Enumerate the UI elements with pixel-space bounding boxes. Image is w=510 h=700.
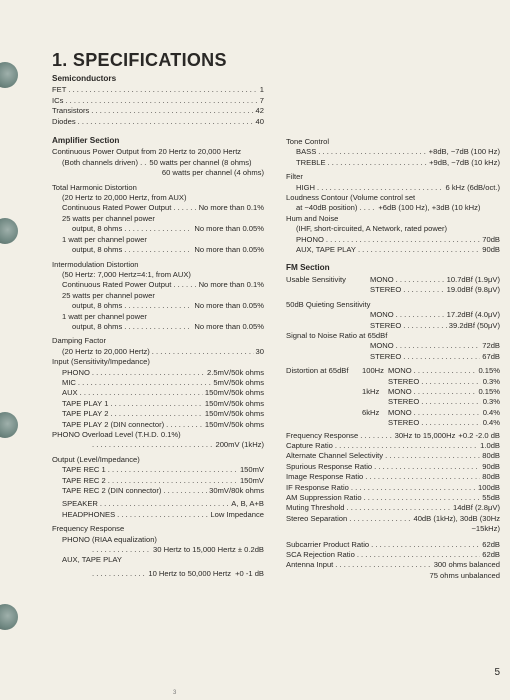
- footer-mark: 3: [173, 690, 177, 696]
- spec-row: STEREO . . . 19.0dBf (9.8μV): [286, 285, 500, 295]
- spec-row: BASS . . . +8dB, −7dB (100 Hz): [286, 147, 500, 157]
- binder-hole: [0, 412, 18, 438]
- spec-subheading: Input (Sensitivity/Impedance): [52, 357, 150, 367]
- spec-text: AUX, TAPE PLAY: [62, 555, 122, 565]
- spec-row: TAPE PLAY 2 (DIN connector) . . . 150mV/50k ohms: [52, 420, 264, 430]
- spec-row: STEREO . . . 67dB: [286, 352, 500, 362]
- spec-row: Continuous Rated Power Output . . . No more than 0.1%: [52, 203, 264, 213]
- spec-text: 25 watts per channel power: [62, 213, 155, 223]
- spec-row: Subcarrier Product Ratio . . . 62dB: [286, 540, 500, 550]
- right-column: [286, 137, 500, 581]
- spec-row: SCA Rejection Ratio . . . 62dB: [286, 550, 500, 560]
- spec-row: . . . 200mV (1kHz): [52, 440, 264, 450]
- spec-text: 25 watts per channel power: [62, 290, 155, 300]
- spec-row: AUX . . . 150mV/50k ohms: [52, 388, 264, 398]
- spec-row: TAPE REC 1 . . . 150mV: [52, 465, 264, 475]
- amplifier-heading: Amplifier Section: [52, 136, 120, 146]
- left-column: [52, 74, 264, 579]
- spec-row: TAPE REC 2 . . . 150mV: [52, 476, 264, 486]
- spec-row: Continuous Rated Power Output . . . No more than 0.1%: [52, 280, 264, 290]
- spec-row: Muting Threshold . . . 14dBf (2.8μV): [286, 503, 500, 513]
- spec-row: TAPE PLAY 1 . . . 150mV/50k ohms: [52, 399, 264, 409]
- spec-row: Diodes . . . 40: [52, 117, 264, 127]
- spec-row: at −40dB position) . . . . +6dB (100 Hz), +3dB (10 kHz): [296, 203, 481, 213]
- spec-row: Image Response Ratio . . . 80dB: [286, 472, 500, 482]
- semiconductors-heading: Semiconductors: [52, 74, 117, 83]
- spec-row: (20 Hertz to 20,000 Hertz) . . . 30: [52, 347, 264, 357]
- spec-row: STEREO . . . 0.3%: [286, 377, 500, 387]
- spec-row: Antenna Input . . . 300 ohms balanced: [286, 560, 500, 570]
- spec-subheading: Hum and Noise: [286, 213, 339, 223]
- spec-row: output, 8 ohms . . . No more than 0.05%: [52, 224, 264, 234]
- spec-row: Stereo Separation . . . 40dB (1kHz), 30dB (30Hz: [286, 514, 500, 524]
- binder-hole: [0, 62, 18, 88]
- spec-row: Transistors . . . 42: [52, 106, 264, 116]
- spec-subheading: Output (Level/Impedance): [52, 454, 140, 464]
- spec-row: Capture Ratio . . . 1.0dB: [286, 441, 500, 451]
- spec-text: PHONO (RIAA equalization): [62, 534, 157, 544]
- spec-row: TAPE REC 2 (DIN connector) . . . 30mV/80k ohms: [52, 486, 264, 496]
- spec-row: MONO . . . 17.2dBf (4.0μV): [286, 310, 500, 320]
- spec-subheading: Damping Factor: [52, 336, 107, 346]
- spec-subheading: Filter: [286, 172, 303, 182]
- spec-row: TREBLE . . . +9dB, −7dB (10 kHz): [286, 158, 500, 168]
- binder-hole: [0, 218, 18, 244]
- spec-row: PHONO . . . 2.5mV/50k ohms: [52, 368, 264, 378]
- spec-subheading: Frequency Response: [52, 524, 125, 534]
- spec-row: ICs . . . 7: [52, 96, 264, 106]
- spec-row: IF Response Ratio . . . 100dB: [286, 483, 500, 493]
- spec-text: Continuous Power Output from 20 Hertz to 20,000 Hertz: [52, 147, 242, 157]
- spec-row: PHONO . . . 70dB: [286, 235, 500, 245]
- spec-row: AUX, TAPE PLAY . . . 90dB: [286, 245, 500, 255]
- spec-subheading: 50dB Quieting Sensitivity: [286, 299, 371, 309]
- spec-text: (IHF, short-circuited, A Network, rated power): [296, 224, 448, 234]
- spec-text: 1 watt per channel power: [62, 311, 147, 321]
- spec-row: MONO . . . 72dB: [286, 341, 500, 351]
- spec-row: AM Suppression Ratio . . . 55dB: [286, 493, 500, 503]
- spec-row: STEREO . . . 39.2dBf (50μV): [286, 321, 500, 331]
- spec-row: HIGH . . . 6 kHz (6dB/oct.): [286, 183, 500, 193]
- spec-text: (50 Hertz: 7,000 Hertz=4:1, from AUX): [62, 269, 191, 279]
- spec-row: Distortion at 65dBf 100Hz MONO . . . 0.15%: [286, 366, 500, 376]
- spec-row: 1kHz MONO . . . 0.15%: [286, 387, 500, 397]
- spec-subheading: Loudness Contour (Volume control set: [286, 193, 416, 203]
- spec-row: Spurious Response Ratio . . . 90dB: [286, 462, 500, 472]
- page-title: 1. SPECIFICATIONS: [52, 50, 227, 70]
- spec-text: 1 watt per channel power: [62, 234, 147, 244]
- spec-row: Alternate Channel Selectivity . . . 80dB: [286, 451, 500, 461]
- spec-subheading: Intermodulation Distortion: [52, 259, 139, 269]
- spec-row: output, 8 ohms . . . No more than 0.05%: [52, 301, 264, 311]
- spec-row: MIC . . . 5mV/50k ohms: [52, 378, 264, 388]
- spec-subheading: Tone Control: [286, 137, 330, 146]
- spec-subheading: PHONO Overload Level (T.H.D. 0.1%): [52, 430, 181, 439]
- spec-row: STEREO . . . 0.3%: [286, 397, 500, 407]
- spec-row: . . . 10 Hertz to 50,000 Hertz +0 -1 dB: [52, 569, 264, 579]
- spec-row: TAPE PLAY 2 . . . 150mV/50k ohms: [52, 409, 264, 419]
- spec-row: STEREO . . . 0.4%: [286, 418, 500, 428]
- spec-row: 6kHz MONO . . . 0.4%: [286, 408, 500, 418]
- spec-text: 60 watts per channel (4 ohms): [161, 168, 264, 178]
- spec-row: (Both channels driven) . . 50 watts per channel (8 ohms): [62, 157, 252, 167]
- page-number: 5: [494, 667, 500, 678]
- spec-row: output, 8 ohms . . . No more than 0.05%: [52, 322, 264, 332]
- fm-heading: FM Section: [286, 263, 330, 273]
- spec-row: Frequency Response . . . 30Hz to 15,000Hz +0.2 -2.0 dB: [286, 431, 500, 441]
- spec-text: (20 Hertz to 20,000 Hertz, from AUX): [62, 193, 187, 203]
- spec-subheading: Total Harmonic Distortion: [52, 182, 137, 192]
- spec-row: SPEAKER . . . A, B, A+B: [52, 499, 264, 509]
- spec-subheading: Signal to Noise Ratio at 65dBf: [286, 330, 388, 340]
- spec-row: output, 8 ohms . . . No more than 0.05%: [52, 245, 264, 255]
- spec-row: HEADPHONES . . . Low Impedance: [52, 510, 264, 520]
- spec-text: ~15kHz): [471, 524, 500, 534]
- spec-text: 75 ohms unbalanced: [429, 570, 500, 580]
- spec-row: . . . 30 Hertz to 15,000 Hertz ± 0.2dB: [52, 545, 264, 555]
- spec-row: Usable Sensitivity MONO . . . 10.7dBf (1.9μV): [286, 275, 500, 285]
- spec-row: FET . . . 1: [52, 85, 264, 95]
- binder-hole: [0, 604, 18, 630]
